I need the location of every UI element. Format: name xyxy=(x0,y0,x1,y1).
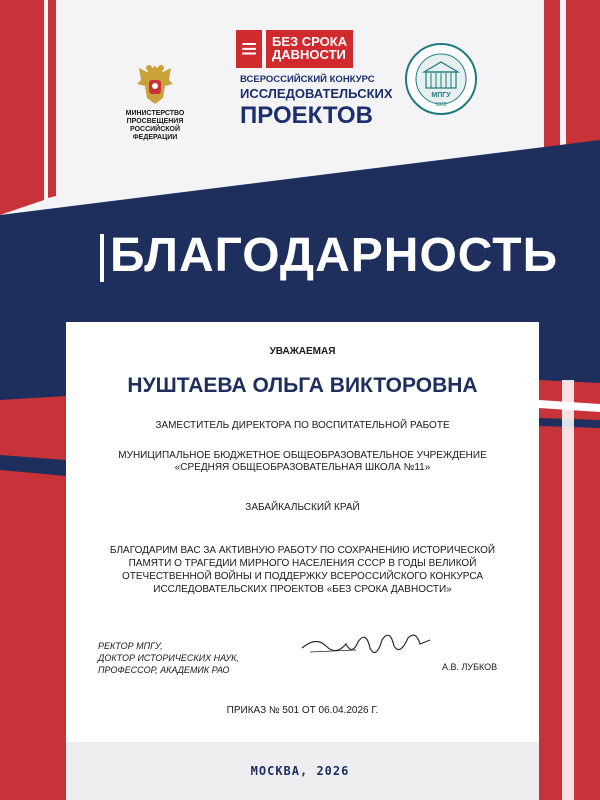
school-name xyxy=(66,450,539,474)
recipient-position: ЗАМЕСТИТЕЛЬ ДИРЕКТОРА ПО ВОСПИТАТЕЛЬНОЙ РАБОТЕ xyxy=(155,420,450,431)
ministry-text-line: ФЕДЕРАЦИИ xyxy=(132,134,178,141)
certificate-title: БЛАГОДАРНОСТЬ xyxy=(110,229,559,282)
university-seal-icon xyxy=(404,42,478,116)
salutation: УВАЖАЕМАЯ xyxy=(269,346,336,357)
contest-emblem-icon: ≡ xyxy=(236,30,262,68)
signatory-title-line: ДОКТОР ИСТОРИЧЕСКИХ НАУК, xyxy=(98,653,239,663)
contest-subtitle: ИССЛЕДОВАТЕЛЬСКИХ xyxy=(240,86,393,101)
red-thin-stripe-top-right xyxy=(544,0,560,152)
contest-subtitle: ПРОЕКТОВ xyxy=(240,102,373,129)
school-line: МУНИЦИПАЛЬНОЕ БЮДЖЕТНОЕ ОБЩЕОБРАЗОВАТЕЛЬНОЕ УЧРЕЖДЕНИЕ xyxy=(118,450,487,461)
gratitude-line: БЛАГОДАРИМ ВАС ЗА АКТИВНУЮ РАБОТУ ПО СОХРАНЕНИЮ ИСТОРИЧЕСКОЙ xyxy=(109,545,496,556)
city-year: МОСКВА, 2026 xyxy=(250,764,350,778)
red-stripe-top-right xyxy=(566,0,600,150)
signature-image xyxy=(296,626,436,666)
region: ЗАБАЙКАЛЬСКИЙ КРАЙ xyxy=(245,502,360,513)
university-abbrev: МПГУ xyxy=(431,92,451,99)
signatory-name: А.В. ЛУБКОВ xyxy=(442,662,498,672)
university-year: 1872 xyxy=(435,102,447,108)
school-line: «СРЕДНЯЯ ОБЩЕОБРАЗОВАТЕЛЬНАЯ ШКОЛА №11» xyxy=(174,462,431,473)
title-accent-bar xyxy=(100,234,104,282)
ministry-text-line: МИНИСТЕРСТВО xyxy=(125,110,185,117)
contest-title-line: БЕЗ СРОКА xyxy=(272,34,348,49)
coat-of-arms-icon xyxy=(135,62,175,106)
red-thin-stripe-top-left xyxy=(48,0,56,198)
signatory-title xyxy=(98,640,239,676)
university-seal xyxy=(404,42,478,116)
contest-logo xyxy=(236,30,393,132)
gratitude-text xyxy=(92,544,513,596)
gratitude-line: ОТЕЧЕСТВЕННОЙ ВОЙНЫ И ПОДДЕРЖКУ ВСЕРОССИЙСКОГО КОНКУРСА xyxy=(122,571,483,582)
gratitude-line: ПАМЯТИ О ТРАГЕДИИ МИРНОГО НАСЕЛЕНИЯ СССР В ГОДЫ ВЕЛИКОЙ xyxy=(128,558,477,569)
ministry-text-line: ПРОСВЕЩЕНИЯ xyxy=(126,118,184,125)
certificate-card xyxy=(66,322,539,742)
ministry-logo xyxy=(118,62,192,142)
order-reference: ПРИКАЗ № 501 ОТ 06.04.2026 Г. xyxy=(226,705,379,716)
white-vertical-stripe-right xyxy=(562,380,574,800)
red-stripe-top-left xyxy=(0,0,44,215)
contest-subtitle: ВСЕРОССИЙСКИЙ КОНКУРС xyxy=(240,74,375,85)
contest-title-line: ДАВНОСТИ xyxy=(272,47,346,62)
gratitude-line: ИССЛЕДОВАТЕЛЬСКИХ ПРОЕКТОВ «БЕЗ СРОКА ДАВНОСТИ» xyxy=(153,584,452,595)
recipient-name: НУШТАЕВА ОЛЬГА ВИКТОРОВНА xyxy=(127,374,478,397)
signatory-title-line: ПРОФЕССОР, АКАДЕМИК РАО xyxy=(98,665,230,675)
signatory-title-line: РЕКТОР МПГУ, xyxy=(98,641,163,651)
ministry-text-line: РОССИЙСКОЙ xyxy=(130,126,180,133)
